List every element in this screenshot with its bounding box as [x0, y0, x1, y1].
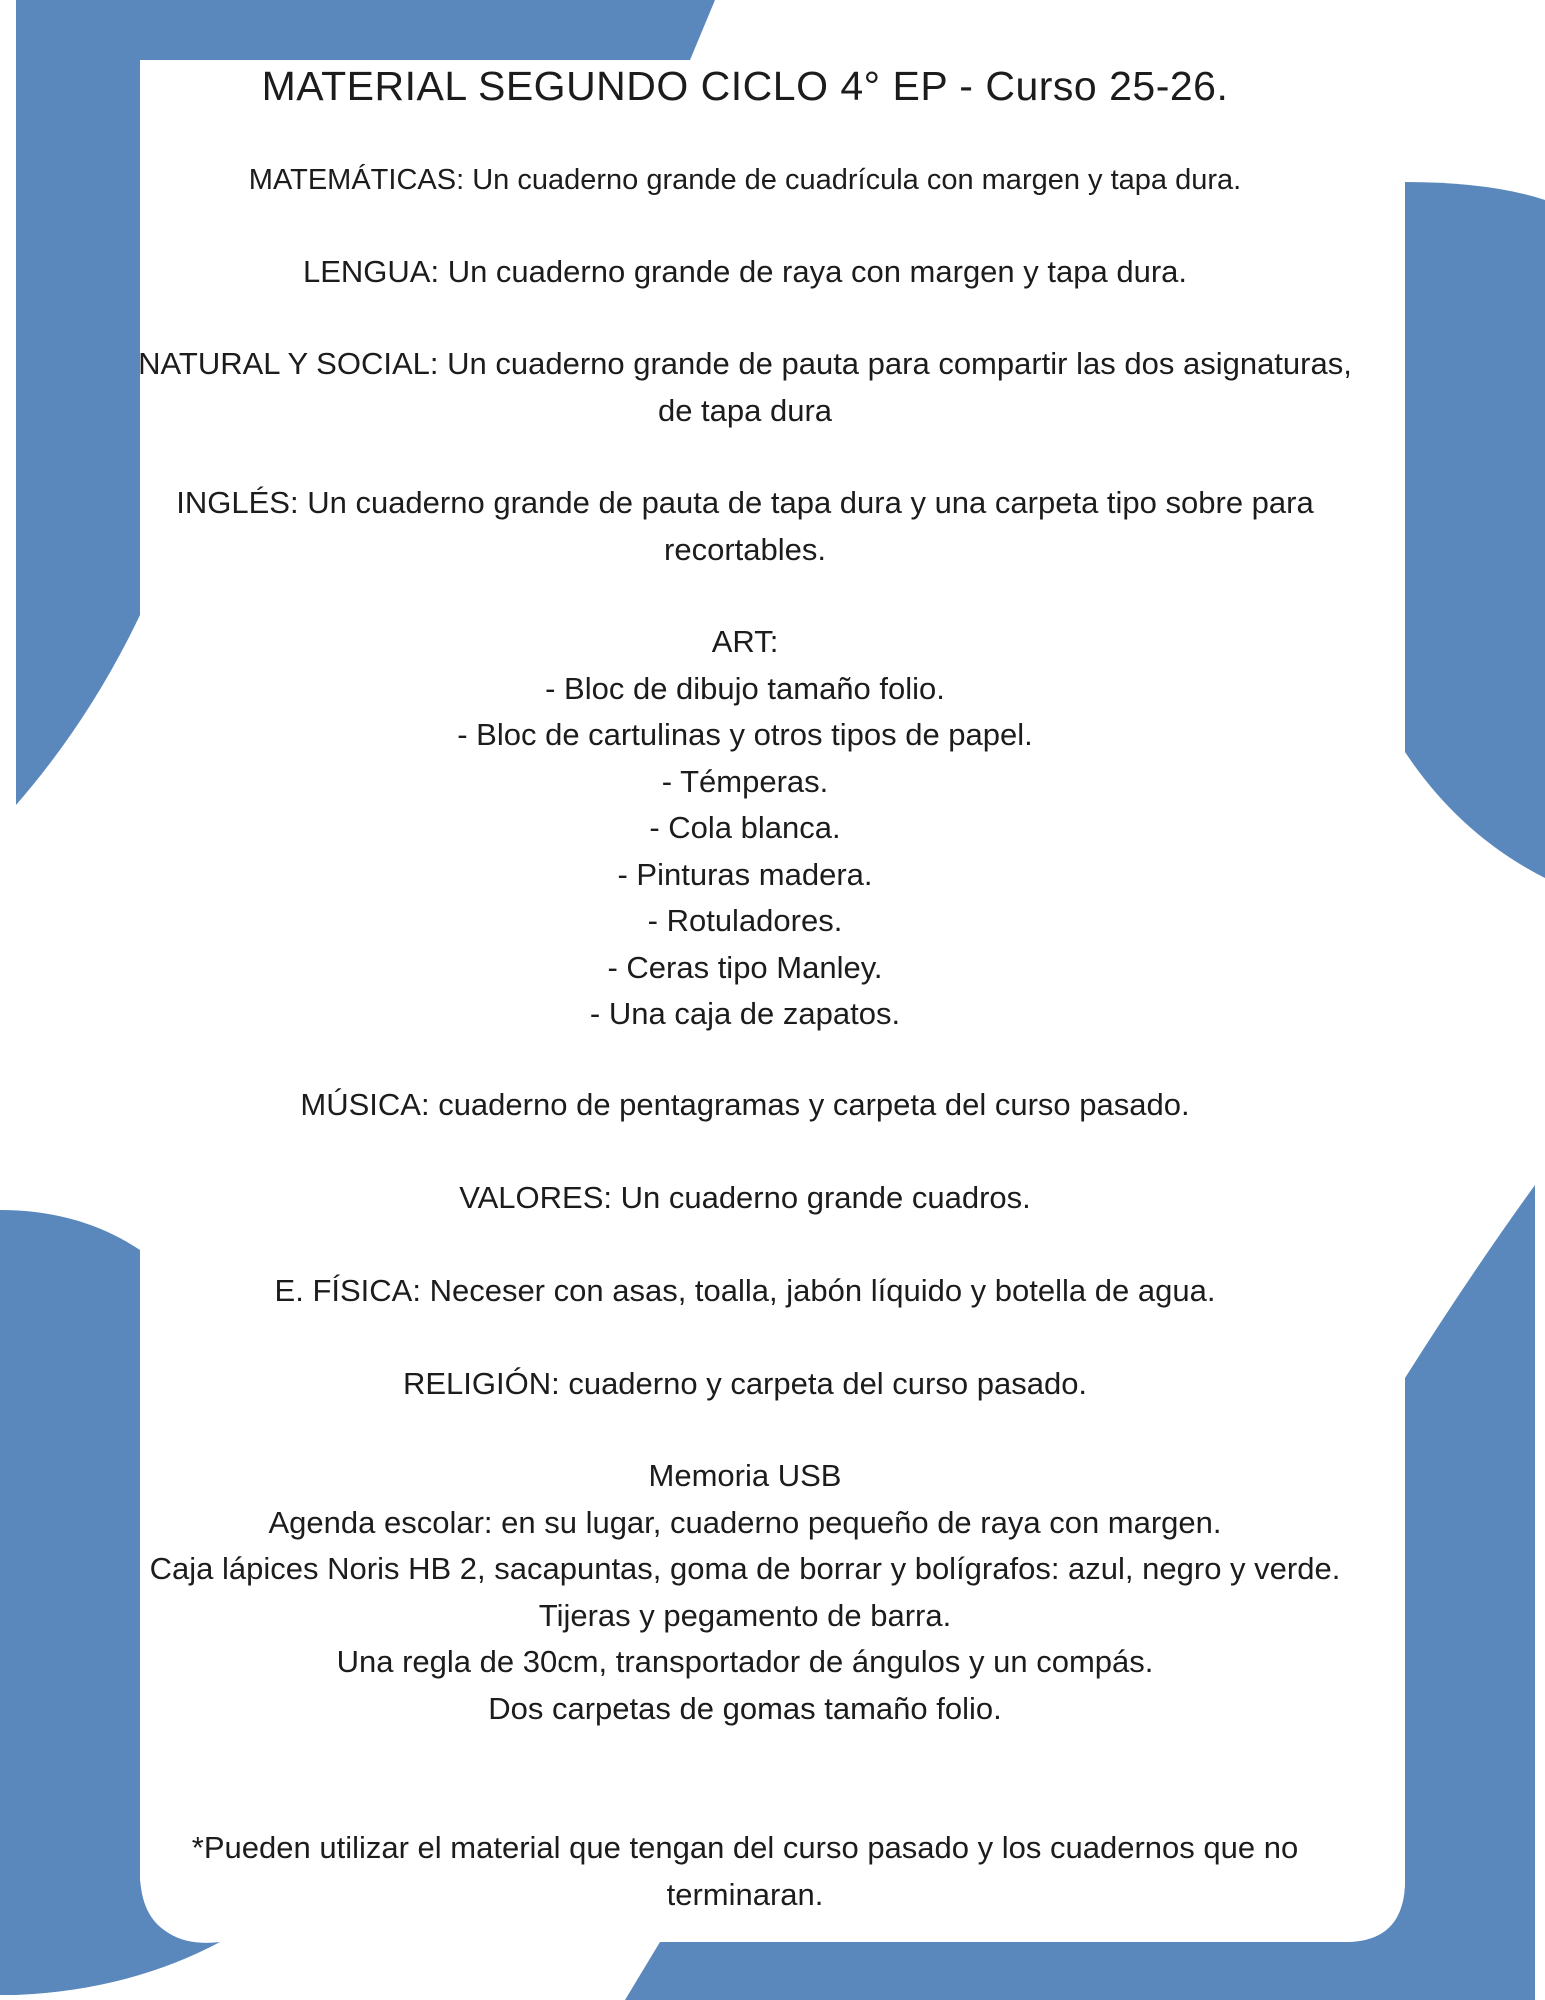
- general-item: Dos carpetas de gomas tamaño folio.: [488, 1690, 1002, 1726]
- lengua-section: [40, 249, 1450, 296]
- general-item: Agenda escolar: en su lugar, cuaderno pequeño de raya con margen.: [268, 1504, 1222, 1540]
- lengua-text: LENGUA: Un cuaderno grande de raya con margen y tapa dura.: [302, 254, 1187, 289]
- art-item: - Témperas.: [661, 763, 829, 799]
- ingles-section: [40, 480, 1450, 573]
- art-item: - Pinturas madera.: [617, 856, 873, 892]
- musica-text: MÚSICA: cuaderno de pentagramas y carpeta del curso pasado.: [300, 1087, 1190, 1122]
- footnote-section: [40, 1825, 1450, 1918]
- religion-text: RELIGIÓN: cuaderno y carpeta del curso pasado.: [402, 1366, 1088, 1401]
- art-item: - Una caja de zapatos.: [589, 996, 901, 1031]
- general-materials-section: [40, 1453, 1450, 1732]
- art-item: - Bloc de cartulinas y otros tipos de papel.: [457, 717, 1033, 752]
- art-item: - Rotuladores.: [647, 903, 843, 938]
- general-item: Tijeras y pegamento de barra.: [538, 1597, 952, 1633]
- fisica-section: [40, 1268, 1450, 1315]
- page-title: MATERIAL SEGUNDO CICLO 4° EP - Curso 25-26.: [261, 63, 1229, 109]
- natural-social-line-2: de tapa dura: [657, 392, 833, 428]
- art-section: [40, 619, 1450, 1038]
- art-item: - Cola blanca.: [649, 810, 841, 845]
- religion-section: [40, 1361, 1450, 1408]
- footnote-line-2: terminaran.: [666, 1876, 824, 1912]
- valores-section: [40, 1175, 1450, 1222]
- footnote-line-1: *Pueden utilizar el material que tengan del curso pasado y los cuadernos que no: [191, 1830, 1299, 1865]
- general-item: Una regla de 30cm, transportador de ángulos y un compás.: [336, 1644, 1154, 1679]
- matematicas-text: MATEMÁTICAS: Un cuaderno grande de cuadrícula con margen y tapa dura.: [248, 164, 1242, 196]
- art-item: - Ceras tipo Manley.: [607, 949, 883, 985]
- valores-text: VALORES: Un cuaderno grande cuadros.: [459, 1180, 1031, 1215]
- matematicas-section: [40, 157, 1450, 204]
- ingles-line-1: INGLÉS: Un cuaderno grande de pauta de tapa dura y una carpeta tipo sobre para: [176, 485, 1314, 520]
- natural-social-section: [40, 341, 1450, 434]
- fisica-text: E. FÍSICA: Neceser con asas, toalla, jabón líquido y botella de agua.: [274, 1273, 1216, 1308]
- general-item: Memoria USB: [648, 1458, 842, 1493]
- art-item: - Bloc de dibujo tamaño folio.: [545, 670, 945, 706]
- natural-social-line-1: NATURAL Y SOCIAL: Un cuaderno grande de pauta para compartir las dos asignaturas,: [138, 346, 1352, 381]
- musica-section: [40, 1082, 1450, 1129]
- ingles-line-2: recortables.: [664, 531, 826, 567]
- general-item: Caja lápices Noris HB 2, sacapuntas, goma de borrar y bolígrafos: azul, negro y verde.: [149, 1551, 1341, 1586]
- art-heading: ART:: [711, 624, 779, 659]
